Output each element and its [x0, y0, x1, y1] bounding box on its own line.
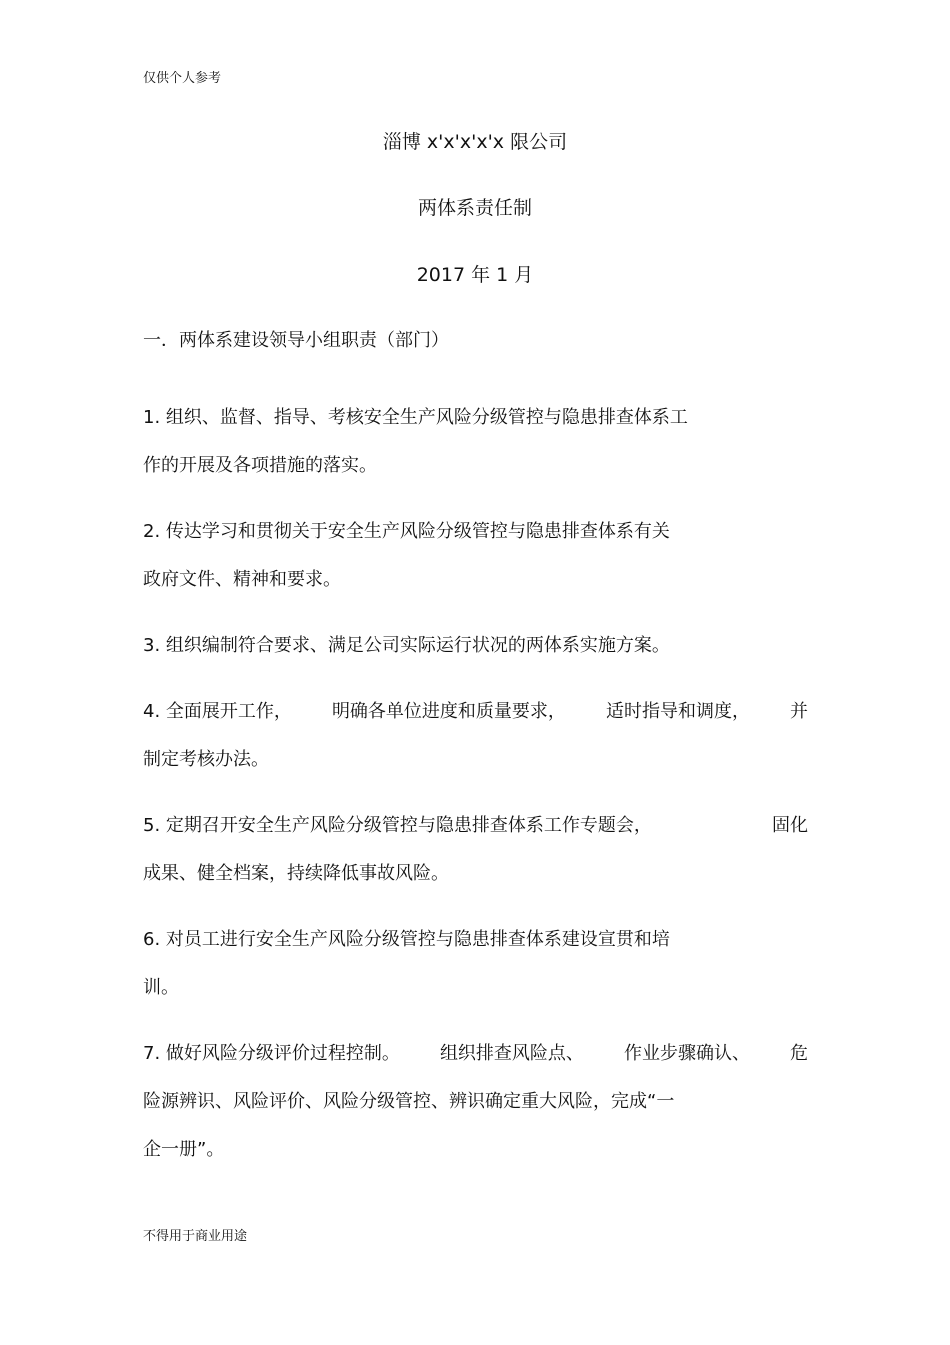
company-title: 淄博 x'x'x'x'x 限公司	[382, 131, 568, 153]
item-segment: 并	[790, 701, 808, 722]
item-segment: 作业步骤确认、	[623, 1043, 750, 1064]
list-item	[143, 508, 808, 604]
list-item	[143, 688, 808, 784]
item-segment: 危	[790, 1043, 808, 1064]
item-line: 2. 传达学习和贯彻关于安全生产风险分级管控与隐患排查体系有关	[143, 521, 670, 542]
item-line: 3. 组织编制符合要求、满足公司实际运行状况的两体系实施方案。	[143, 635, 670, 656]
item-segment: 5. 定期召开安全生产风险分级管控与隐患排查体系工作专题会，	[143, 815, 652, 836]
item-line: 制定考核办法。	[143, 749, 269, 770]
item-line: 企一册”。	[143, 1139, 225, 1160]
list-item	[143, 1030, 808, 1174]
item-line: 训。	[143, 977, 179, 998]
item-segment: 7. 做好风险分级评价过程控制。	[143, 1043, 400, 1064]
section-heading: 一．两体系建设领导小组职责（部门）	[143, 330, 449, 351]
responsibility-list	[143, 394, 808, 1192]
item-segment: 组织排查风险点、	[439, 1043, 584, 1064]
item-line: 政府文件、精神和要求。	[143, 569, 341, 590]
list-item	[143, 394, 808, 490]
item-line	[143, 1030, 808, 1078]
document-date: 2017 年 1 月	[416, 264, 534, 286]
header-note: 仅供个人参考	[143, 71, 222, 86]
item-segment: 适时指导和调度，	[605, 701, 750, 722]
item-segment: 固化	[772, 815, 808, 836]
item-line: 6. 对员工进行安全生产风险分级管控与隐患排查体系建设宣贯和培	[143, 929, 670, 950]
item-line: 作的开展及各项措施的落实。	[143, 455, 377, 476]
item-line	[143, 688, 808, 736]
item-line: 成果、健全档案，持续降低事故风险。	[143, 863, 449, 884]
list-item	[143, 916, 808, 1012]
list-item	[143, 622, 808, 670]
footer-note: 不得用于商业用途	[143, 1229, 248, 1244]
list-item	[143, 802, 808, 898]
item-line	[143, 802, 808, 850]
item-segment: 4. 全面展开工作，	[143, 701, 292, 722]
item-line: 1. 组织、监督、指导、考核安全生产风险分级管控与隐患排查体系工	[143, 407, 688, 428]
document-title: 两体系责任制	[417, 197, 532, 219]
item-line: 险源辨识、风险评价、风险分级管控、辨识确定重大风险，完成“一	[143, 1091, 675, 1112]
item-segment: 明确各单位进度和质量要求，	[331, 701, 566, 722]
